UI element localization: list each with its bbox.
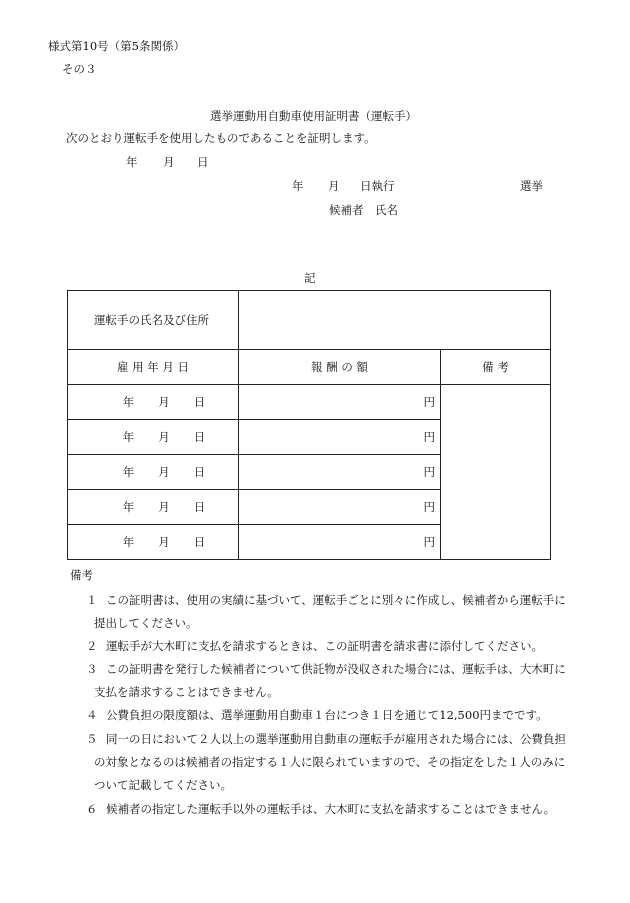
driver-label-cell [68, 291, 239, 350]
note-line: 支払を請求することはできません。 [94, 685, 279, 699]
remarks-cell[interactable] [441, 385, 551, 560]
ki-label: 記 [304, 271, 316, 285]
note-line: この証明書を発行した候補者について供託物が没収された場合には、運転手は、大木町に [106, 662, 566, 676]
intro-text: 次のとおり運転手を使用したものであることを証明します。 [66, 131, 376, 145]
employment-date-cell[interactable]: 年 月 日 [68, 490, 239, 525]
header-employment-date: 雇 用 年 月 日 [68, 350, 239, 385]
table-row [68, 385, 551, 420]
election-year-label: 年 [292, 179, 304, 193]
note-line: この証明書は、使用の実績に基づいて、運転手ごとに別々に作成し、候補者から運転手に [106, 593, 566, 607]
remuneration-cell[interactable]: 円 [239, 385, 441, 420]
remuneration-cell[interactable]: 円 [239, 525, 441, 560]
usage-table [67, 290, 551, 560]
remuneration-cell[interactable]: 円 [239, 490, 441, 525]
note-line: ついて記載してください。 [94, 778, 232, 792]
employment-date-cell[interactable]: 年 月 日 [68, 455, 239, 490]
remuneration-cell[interactable]: 円 [239, 455, 441, 490]
candidate-name-label: 候補者 氏名 [329, 203, 398, 217]
employment-date-cell[interactable]: 年 月 日 [68, 385, 239, 420]
date-year-label: 年 [126, 155, 138, 169]
remuneration-cell[interactable]: 円 [239, 420, 441, 455]
note-line: 候補者の指定した運転手以外の運転手は、大木町に支払を請求することはできません。 [106, 802, 556, 816]
document-title: 選挙運動用自動車使用証明書（運転手） [210, 109, 417, 123]
driver-row [68, 291, 551, 350]
driver-value-cell[interactable] [239, 291, 551, 350]
sub-number: その３ [62, 62, 97, 76]
employment-date-cell[interactable]: 年 月 日 [68, 525, 239, 560]
header-remarks: 備 考 [441, 350, 551, 385]
note-line: 同一の日において２人以上の選挙運動用自動車の運転手が雇用された場合には、公費負担 [106, 732, 566, 746]
note-line: 提出してください。 [94, 616, 198, 630]
note-line: の対象となるのは候補者の指定する１人に限られていますので、その指定をした１人のみに [94, 755, 566, 769]
notes-title: 備考 [70, 568, 93, 582]
note-line: 公費負担の限度額は、選挙運動用自動車１台につき１日を通じて12,500円までです。 [106, 708, 548, 722]
election-label: 選挙 [520, 179, 543, 193]
election-day-exec-label: 日執行 [360, 179, 395, 193]
driver-label: 運転手の氏名及び住所 [94, 313, 209, 327]
header-remuneration: 報 酬 の 額 [239, 350, 441, 385]
form-number: 様式第10号（第5条関係） [48, 39, 185, 53]
election-month-label: 月 [328, 179, 340, 193]
employment-date-cell[interactable]: 年 月 日 [68, 420, 239, 455]
date-month-label: 月 [163, 155, 175, 169]
date-day-label: 日 [197, 155, 209, 169]
note-line: 運転手が大木町に支払を請求するときは、この証明書を請求書に添付してください。 [106, 639, 543, 653]
column-header-row [68, 350, 551, 385]
